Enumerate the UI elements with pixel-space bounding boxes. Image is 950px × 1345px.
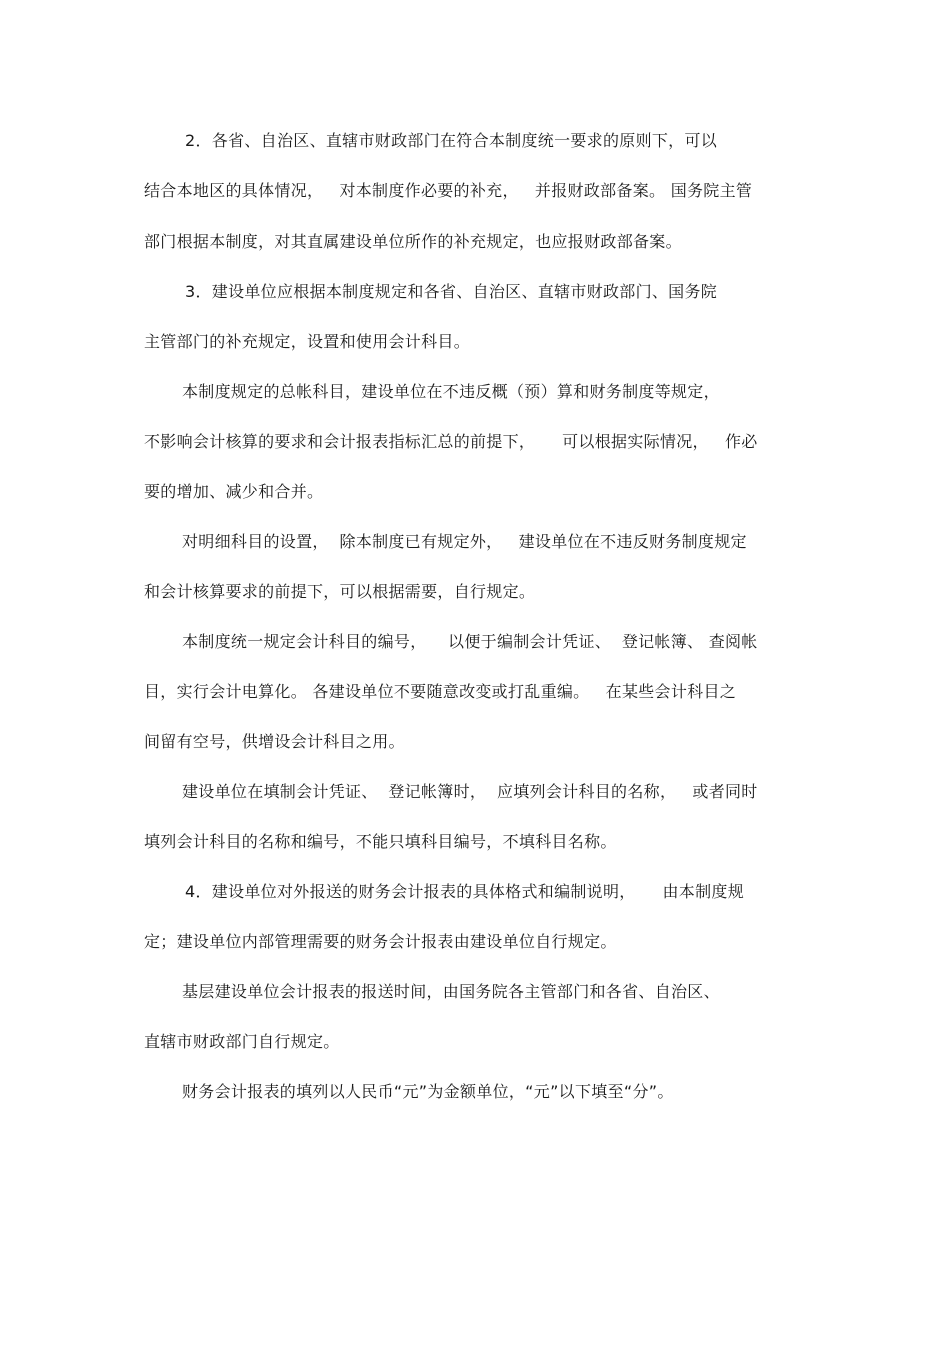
text-line: 填列会计科目的名称和编号，不能只填科目编号，不填科目名称。 [144,832,617,851]
text-line: 直辖市财政部门自行规定。 [144,1032,340,1051]
text-line: 4．建设单位对外报送的财务会计报表的具体格式和编制说明， 由本制度规 [185,882,745,901]
text-line: 财务会计报表的填列以人民币“元”为金额单位，“元”以下填至“分”。 [182,1082,674,1101]
text-line: 本制度统一规定会计科目的编号， 以便于编制会计凭证、 登记帐簿、 查阅帐 [182,632,758,651]
text-line: 不影响会计核算的要求和会计报表指标汇总的前提下， 可以根据实际情况， 作必 [144,432,758,451]
text-line: 要的增加、减少和合并。 [144,482,324,501]
text-line: 建设单位在填制会计凭证、 登记帐簿时， 应填列会计科目的名称， 或者同时 [182,782,758,801]
text-line: 主管部门的补充规定，设置和使用会计科目。 [144,332,471,351]
text-line: 基层建设单位会计报表的报送时间，由国务院各主管部门和各省、自治区、 [182,982,720,1001]
text-line: 目，实行会计电算化。 各建设单位不要随意改变或打乱重编。 在某些会计科目之 [144,682,737,701]
text-line: 部门根据本制度，对其直属建设单位所作的补充规定，也应报财政部备案。 [144,232,682,251]
text-line: 3．建设单位应根据本制度规定和各省、自治区、直辖市财政部门、国务院 [185,282,718,301]
text-line: 2．各省、自治区、直辖市财政部门在符合本制度统一要求的原则下，可以 [185,131,718,150]
text-line: 本制度规定的总帐科目，建设单位在不违反概（预）算和财务制度等规定， [182,382,720,401]
text-line: 对明细科目的设置， 除本制度已有规定外， 建设单位在不违反财务制度规定 [182,532,747,551]
text-line: 结合本地区的具体情况， 对本制度作必要的补充， 并报财政部备案。 国务院主管 [144,181,753,200]
text-line: 定；建设单位内部管理需要的财务会计报表由建设单位自行规定。 [144,932,617,951]
text-line: 间留有空号，供增设会计科目之用。 [144,732,405,751]
text-line: 和会计核算要求的前提下，可以根据需要，自行规定。 [144,582,536,601]
